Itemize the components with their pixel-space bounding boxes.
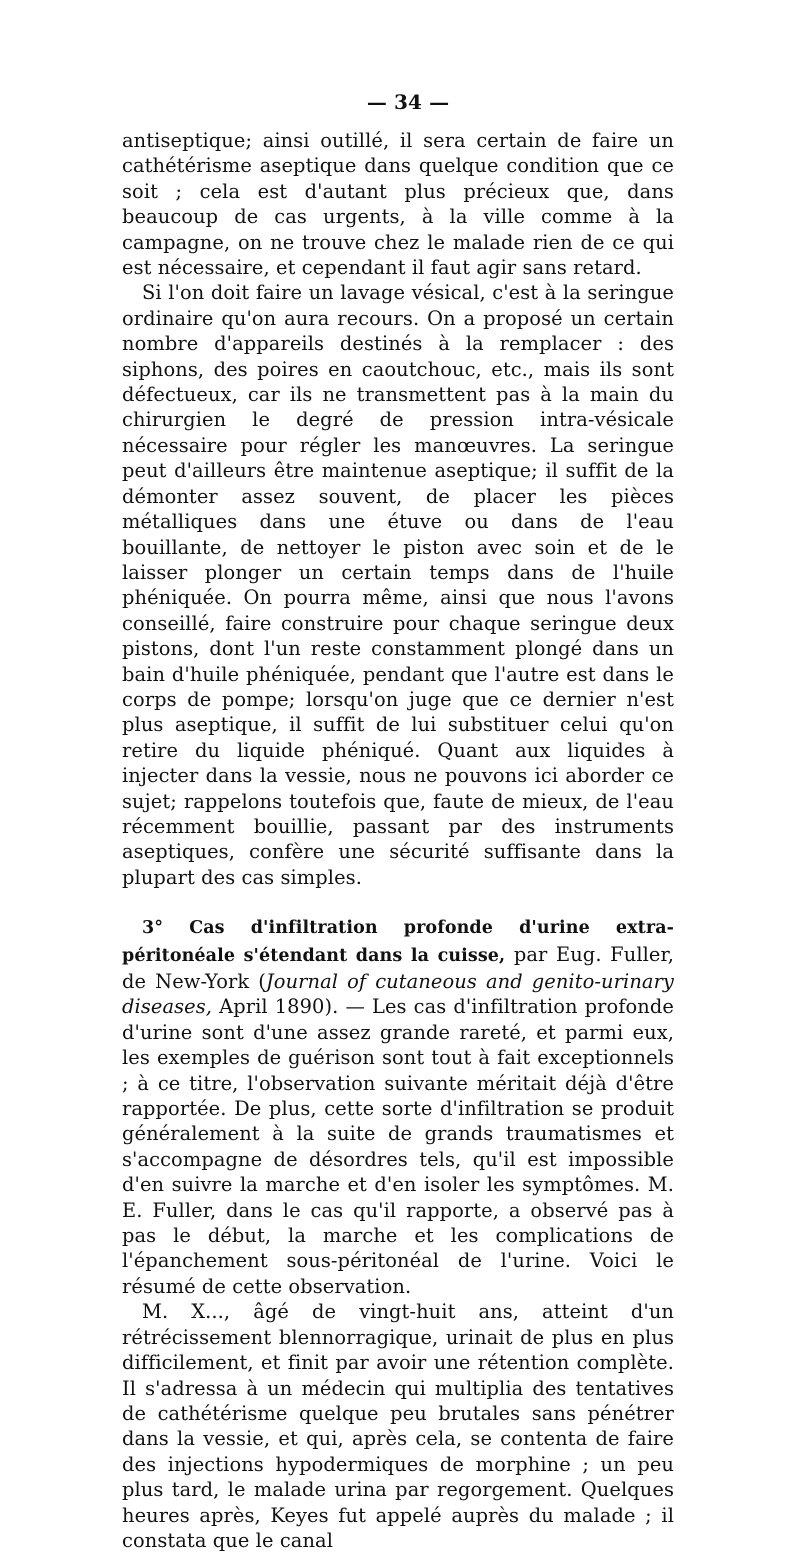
paragraph-antiseptic: antiseptique; ainsi outillé, il sera certain de faire un cathétérisme aseptique dans quelque condition que ce soit ; cela est d'autant plus précieux que, dans beaucoup de cas urgents, à la ville comme à la campagne, on ne trouve chez le malade rien de ce qui est nécessaire, et cependant il faut agir sans retard. xyxy=(122,129,674,280)
journal-title: Journal of cutaneous and genito-urinary diseases, xyxy=(122,970,674,1019)
page-number: — 34 — xyxy=(366,90,450,114)
paragraph-vesical-lavage: Si l'on doit faire un lavage vésical, c'est à la seringue ordinaire qu'on aura recours. On a proposé un certain nombre d'appareils destinés à la remplacer : des siphons, des poires en caoutchouc, etc., mais ils sont défectueux, car ils ne transmettent pas à la main du chirurgien le degré de pression intra-vésicale nécessaire pour régler les manœuvres. La seringue peut d'ailleurs être maintenue aseptique; il suffit de la démonter assez souvent, de placer les pièces métalliques dans une étuve ou dans de l'eau bouillante, de nettoyer le piston avec soin et de le laisser plonger un certain temps dans de l'huile phéniquée. On pourra même, ainsi que nous l'avons conseillé, faire construire pour chaque seringue deux pistons, dont l'un reste constamment plongé dans un bain d'huile phéniquée, pendant que l'autre est dans le corps de pompe; lorsqu'on juge que ce dernier n'est plus aseptique, il suffit de lui substituer celui qu'on retire du liquide phéniqué. Quant aux liquides à injecter dans la vessie, nous ne pouvons ici aborder ce sujet; rappelons toutefois que, faute de mieux, de l'eau récemment bouillie, passant par des instruments aseptiques, confère une sécurité suffisante dans la plupart des cas simples. xyxy=(122,281,674,889)
paragraph-patient-case: M. X..., âgé de vingt-huit ans, atteint d'un rétrécissement blennorragique, urinait de plus en plus difficilement, et finit par avoir une rétention complète. Il s'adressa à un médecin qui multiplia des tentatives de cathétérisme quelque peu brutales sans pénétrer dans la vessie, et qui, après cela, se contenta de faire des injections hypodermiques de morphine ; un peu plus tard, le malade urina par regorgement. Quelques heures après, Keyes fut appelé auprès du malade ; il constata que le canal xyxy=(122,1300,674,1552)
book-page xyxy=(122,90,674,1553)
section-author: par Eug. Fuller, de New-York ( xyxy=(122,942,675,993)
section-body: — Les cas d'infiltration profonde d'urine sont d'une assez grande rareté, et parmi eux, les exemples de guérison sont tout à fait exceptionnels ; à ce titre, l'observation suivante méritait déjà d'être rapportée. De plus, cette sorte d'infiltration se produit généralement à la suite de grands traumatismes et s'accompagne de désordres tels, qu'il est impossible d'en suivre la marche et d'en isoler les symptômes. M. E. Fuller, dans le cas qu'il rapporte, a observé pas à pas le début, la marche et les complications de l'épanchement sous-péritonéal de l'urine. Voici le résumé de cette observation. xyxy=(122,995,674,1298)
section-date: April 1890). xyxy=(212,995,339,1019)
section-case-3 xyxy=(122,914,674,1299)
section-heading: 3° Cas d'infiltration profonde d'urine extra-péritonéale s'étendant dans la cuisse, xyxy=(122,918,674,966)
